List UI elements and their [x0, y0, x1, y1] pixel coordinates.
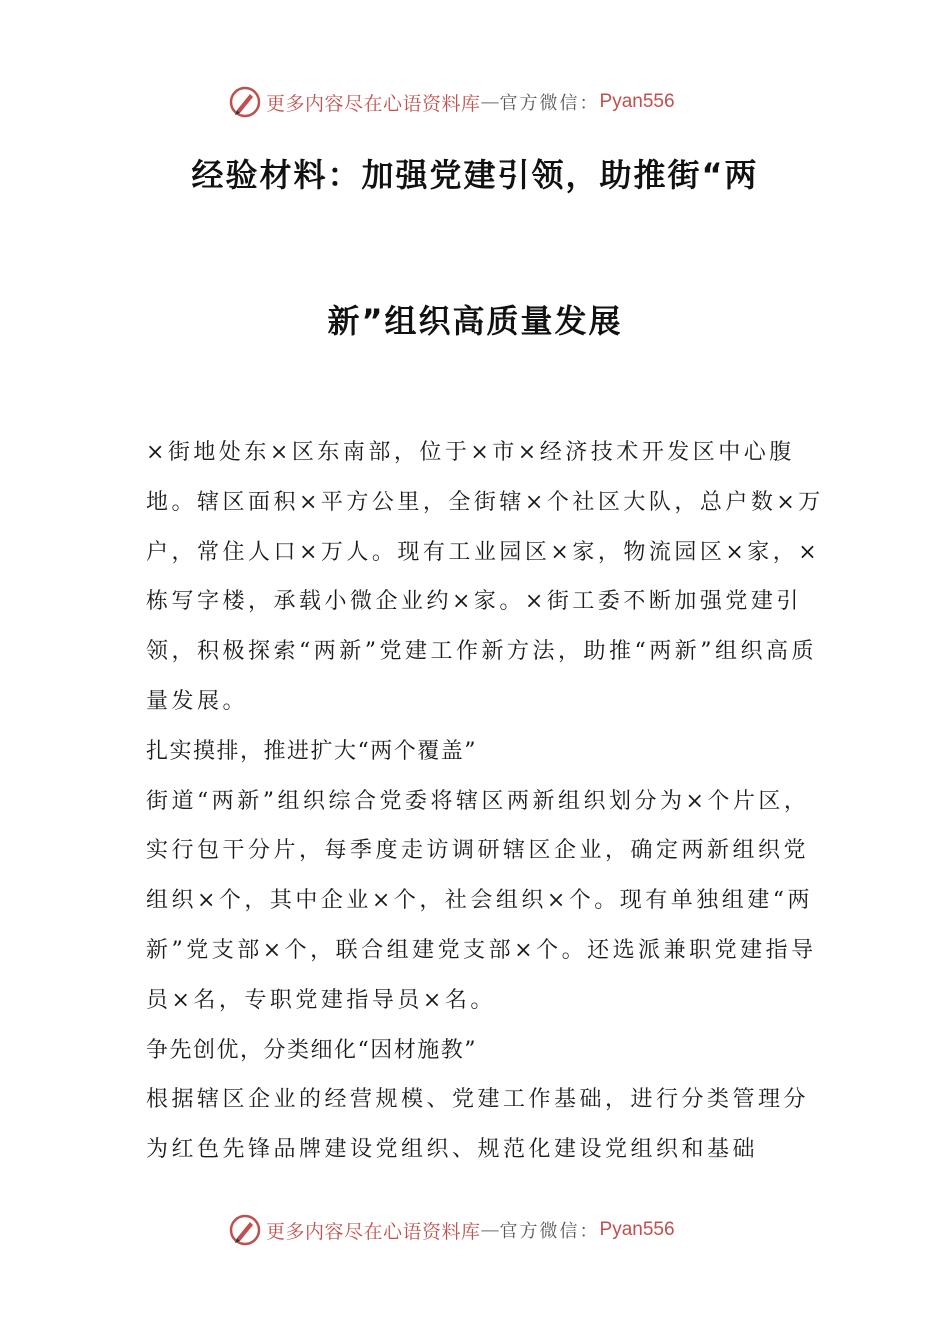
banner-dash: —: [480, 91, 500, 113]
paragraph-1: ×街地处东×区东南部，位于×市×经济技术开发区中心腹地。辖区面积×平方公里，全街辖×个社区大队，总户数×万户，常住人口×万人。现有工业园区×家，物流园区×家，×栋写字楼，承载小微企业约×家。×街工委不断加强党建引领，积极探索“两新”党建工作新方法，助推“两新”组织高质量发展。: [146, 440, 824, 714]
paragraph-3: 根据辖区企业的经营规模、党建工作基础，进行分类管理分为红色先锋品牌建设党组织、规范化建设党组织和基础: [146, 1087, 810, 1163]
document-body: [146, 428, 826, 1175]
page-title-line-2: 新”组织高质量发展: [327, 302, 623, 340]
pen-logo-icon: [228, 1213, 262, 1247]
banner-wechat-id: Pyan556: [599, 1219, 675, 1240]
pen-logo-icon: [228, 85, 262, 119]
banner-sub-text: 官方微信：: [499, 93, 600, 114]
banner-dash: —: [480, 1219, 500, 1241]
paragraph-2: 街道“两新”组织综合党委将辖区两新组织划分为×个片区，实行包干分片，每季度走访调研辖区企业，确定两新组织党组织×个，其中企业×个，社会组织×个。现有单独组建“两新”党支部×个，联合组建党支部×个。还选派兼职党建指导员×名，专职党建指导员×名。: [146, 788, 817, 1013]
header-banner: [228, 82, 748, 122]
section-heading-2: 争先创优，分类细化“因材施教”: [146, 1037, 477, 1063]
banner-sub-text: 官方微信：: [499, 1221, 600, 1242]
banner-main-text: 更多内容尽在心语资料库: [266, 92, 481, 115]
footer-banner: [228, 1210, 748, 1250]
banner-wechat-id: Pyan556: [599, 91, 675, 112]
section-heading-1: 扎实摸排，推进扩大“两个覆盖”: [146, 738, 477, 764]
page-title-line-1: 经验材料：加强党建引领，助推街“两: [191, 156, 759, 194]
banner-main-text: 更多内容尽在心语资料库: [266, 1220, 481, 1243]
